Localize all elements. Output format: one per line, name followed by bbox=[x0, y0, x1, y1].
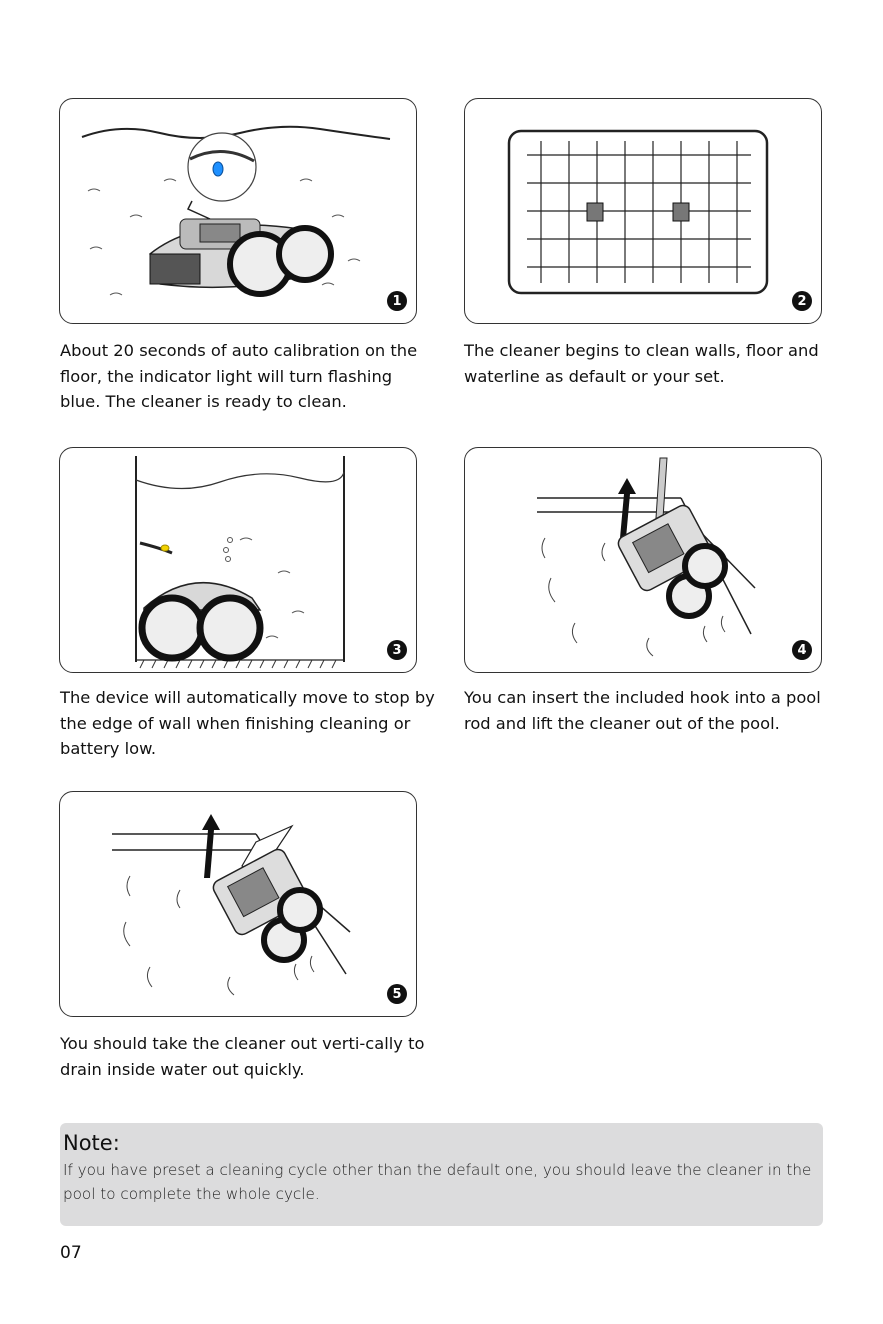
lift-with-pool-rod-drawing bbox=[465, 448, 822, 673]
step-3-caption: The device will automatically move to stop by the edge of wall when finishing cleaning or battery low. bbox=[60, 688, 435, 758]
step-5-illustration bbox=[59, 791, 417, 1017]
step-number-badge: 1 bbox=[387, 291, 407, 311]
step-2-caption: The cleaner begins to clean walls, floor and waterline as default or your set. bbox=[464, 341, 819, 386]
step-number-badge: 4 bbox=[792, 640, 812, 660]
step-1-illustration bbox=[59, 98, 417, 324]
step-5-caption: You should take the cleaner out verti-cally to drain inside water out quickly. bbox=[60, 1034, 425, 1079]
step-number-badge: 5 bbox=[387, 984, 407, 1004]
step-2-illustration bbox=[464, 98, 822, 324]
note-title: Note: bbox=[63, 1131, 120, 1155]
step-number-badge: 3 bbox=[387, 640, 407, 660]
step-4-illustration bbox=[464, 447, 822, 673]
step-3-illustration bbox=[59, 447, 417, 673]
robot-parked-at-wall-drawing bbox=[60, 448, 417, 673]
page-number: 07 bbox=[60, 1243, 82, 1263]
robot-calibration-drawing bbox=[60, 99, 417, 324]
note-box bbox=[60, 1123, 823, 1226]
step-1-caption: About 20 seconds of auto calibration on the floor, the indicator light will turn flashing blue. The cleaner is ready to clean. bbox=[60, 341, 418, 411]
step-4-caption: You can insert the included hook into a pool rod and lift the cleaner out of the pool. bbox=[464, 688, 821, 733]
cleaning-path-grid-drawing bbox=[465, 99, 822, 324]
step-number-badge: 2 bbox=[792, 291, 812, 311]
note-body: If you have preset a cleaning cycle other than the default one, you should leave the cleaner in the pool to complete the whole cycle. bbox=[63, 1161, 812, 1203]
vertical-lift-out-drawing bbox=[60, 792, 417, 1017]
